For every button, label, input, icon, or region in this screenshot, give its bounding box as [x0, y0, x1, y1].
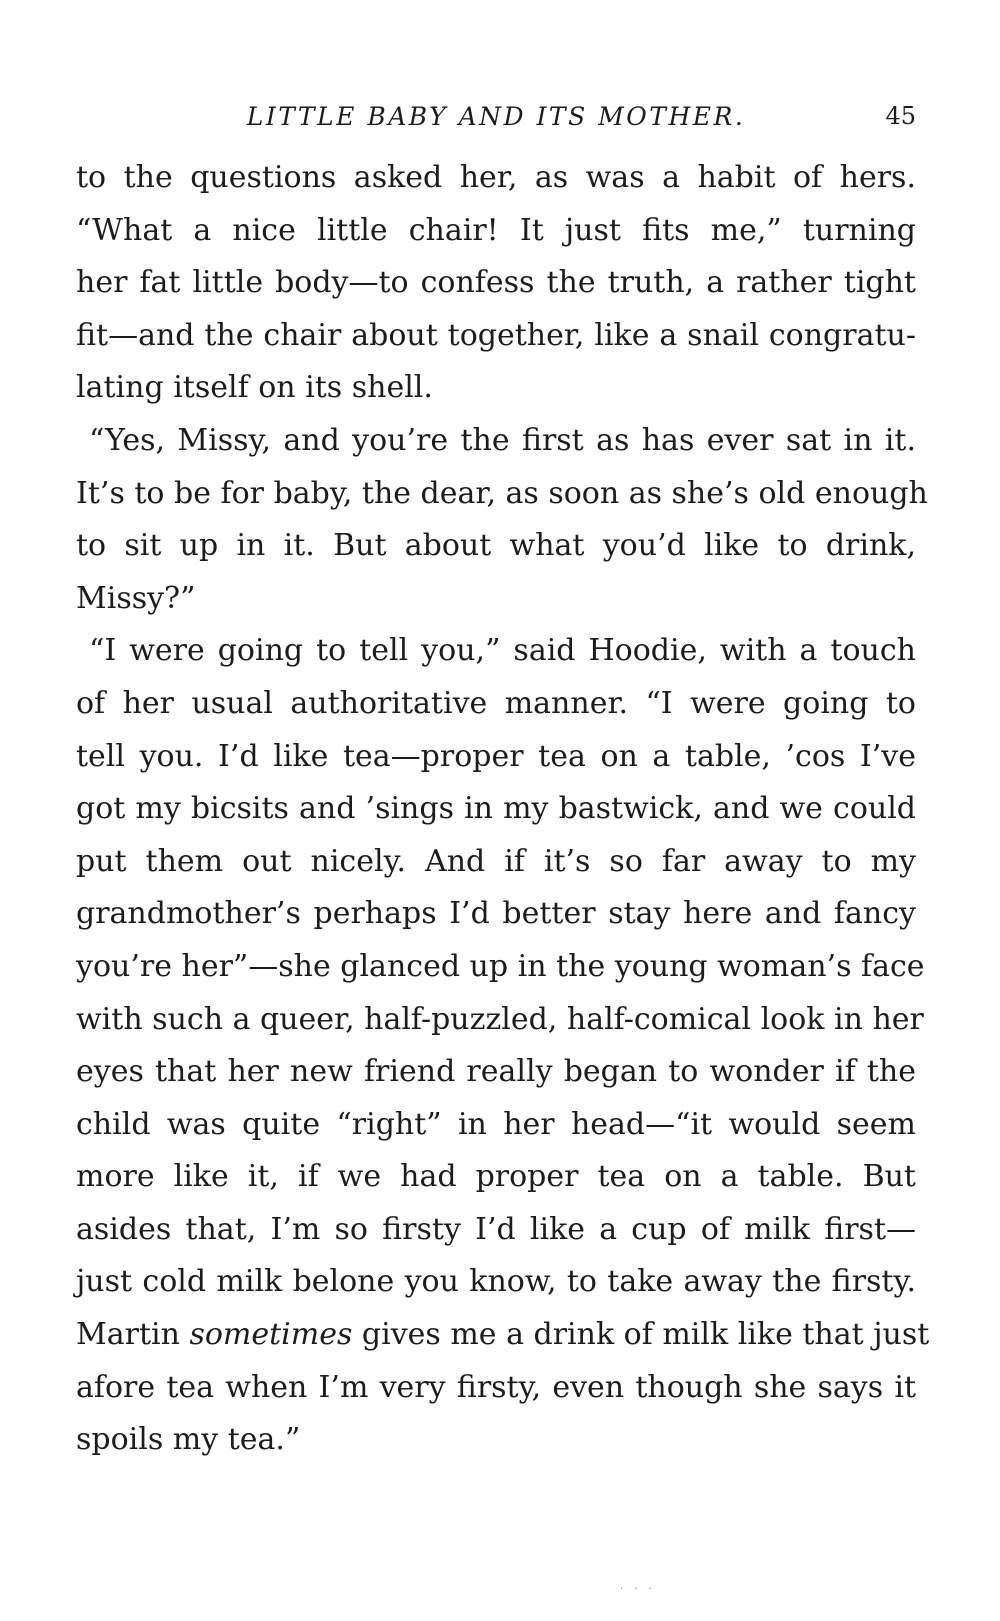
text-line: grandmother’s perhaps I’d better stay here and fancy — [76, 896, 916, 932]
text-line: you’re her”—she glanced up in the young woman’s face — [76, 948, 925, 984]
text-segment: gives me a drink of milk like that just — [352, 1317, 930, 1353]
print-marks: · · · — [620, 1584, 656, 1595]
text-line: her fat little body—to confess the truth, a rather tight — [76, 265, 916, 301]
text-line: It’s to be for baby, the dear, as soon as she’s old enough — [76, 475, 928, 511]
text-line: “Yes, Missy, and you’re the first as has ever sat in it. — [89, 422, 916, 458]
text-segment: Martin — [76, 1317, 190, 1353]
text-line: asides that, I’m so firsty I’d like a cup of milk first— — [76, 1211, 916, 1247]
italic-word: sometimes — [189, 1317, 353, 1353]
text-line: of her usual authoritative manner. “I were going to — [76, 685, 916, 721]
text-line: afore tea when I’m very firsty, even though she says it — [76, 1369, 916, 1405]
text-line: child was quite “right” in her head—“it would seem — [76, 1106, 916, 1142]
text-line: to sit up in it. But about what you’d like to drink, — [76, 528, 916, 564]
running-head — [76, 102, 916, 142]
running-title: LITTLE BABY AND ITS MOTHER. — [246, 102, 746, 131]
text-line: lating itself on its shell. — [76, 370, 433, 406]
text-line: more like it, if we had proper tea on a table. But — [76, 1159, 916, 1195]
text-line: got my bicsits and ’sings in my bastwick, and we could — [76, 791, 916, 827]
text-line: “I were going to tell you,” said Hoodie, with a touch — [89, 633, 916, 669]
text-line: Missy?” — [76, 580, 196, 616]
text-line: with such a queer, half-puzzled, half-comical look in her — [76, 1001, 924, 1037]
body-text — [76, 152, 930, 1467]
text-line: put them out nicely. And if it’s so far away to my — [76, 843, 916, 879]
page-number: 45 — [885, 102, 916, 130]
text-line: to the questions asked her, as was a habit of hers. — [76, 160, 916, 195]
text-line: spoils my tea.” — [76, 1422, 301, 1458]
text-line: tell you. I’d like tea—proper tea on a table, ’cos I’ve — [76, 738, 916, 774]
text-line — [76, 1309, 930, 1362]
text-line: fit—and the chair about together, like a snail congratu- — [76, 317, 916, 353]
text-line: “What a nice little chair! It just fits me,” turning — [76, 212, 916, 248]
text-line: just cold milk belone you know, to take away the firsty. — [76, 1264, 916, 1300]
text-line: eyes that her new friend really began to wonder if the — [76, 1054, 916, 1090]
